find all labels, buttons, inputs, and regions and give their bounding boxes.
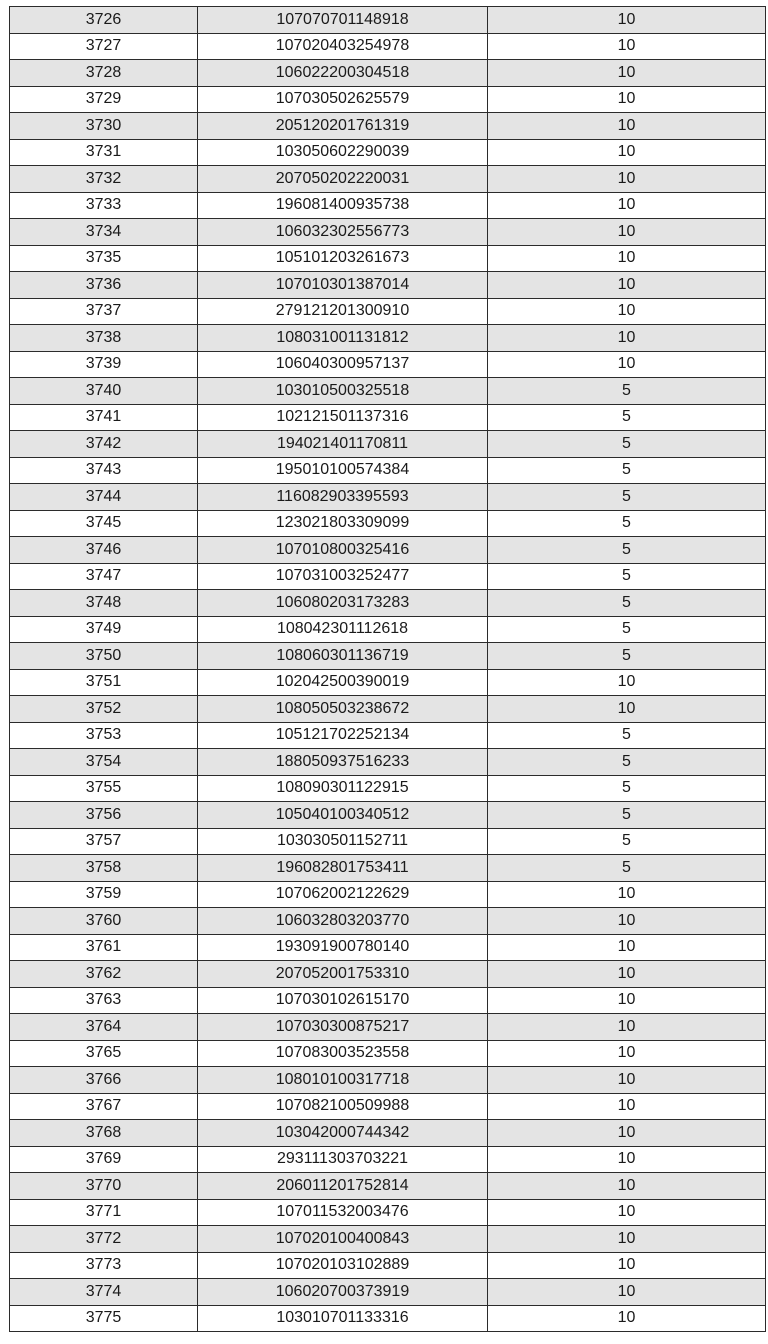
id-number-cell: 107030102615170	[198, 987, 488, 1014]
row-index-cell: 3735	[10, 245, 198, 272]
table-row	[10, 908, 766, 935]
table-row	[10, 378, 766, 405]
table-row	[10, 351, 766, 378]
score-cell: 10	[488, 1226, 766, 1253]
row-index-cell: 3742	[10, 431, 198, 458]
row-index-cell: 3758	[10, 855, 198, 882]
row-index-cell: 3730	[10, 113, 198, 140]
data-table	[9, 6, 766, 1332]
table-row	[10, 431, 766, 458]
table-row	[10, 934, 766, 961]
id-number-cell: 194021401170811	[198, 431, 488, 458]
id-number-cell: 106080203173283	[198, 590, 488, 617]
row-index-cell: 3726	[10, 7, 198, 34]
id-number-cell: 279121201300910	[198, 298, 488, 325]
row-index-cell: 3732	[10, 166, 198, 193]
score-cell: 5	[488, 749, 766, 776]
row-index-cell: 3764	[10, 1014, 198, 1041]
id-number-cell: 107020403254978	[198, 33, 488, 60]
score-cell: 5	[488, 722, 766, 749]
row-index-cell: 3767	[10, 1093, 198, 1120]
id-number-cell: 108060301136719	[198, 643, 488, 670]
id-number-cell: 107010800325416	[198, 537, 488, 564]
score-cell: 10	[488, 113, 766, 140]
table-row	[10, 961, 766, 988]
row-index-cell: 3757	[10, 828, 198, 855]
row-index-cell: 3745	[10, 510, 198, 537]
score-cell: 10	[488, 881, 766, 908]
score-cell: 10	[488, 298, 766, 325]
score-cell: 5	[488, 802, 766, 829]
row-index-cell: 3744	[10, 484, 198, 511]
score-cell: 5	[488, 378, 766, 405]
score-cell: 5	[488, 510, 766, 537]
row-index-cell: 3771	[10, 1199, 198, 1226]
row-index-cell: 3749	[10, 616, 198, 643]
id-number-cell: 107011532003476	[198, 1199, 488, 1226]
id-number-cell: 107062002122629	[198, 881, 488, 908]
id-number-cell: 107020100400843	[198, 1226, 488, 1253]
id-number-cell: 105121702252134	[198, 722, 488, 749]
table-row	[10, 1252, 766, 1279]
row-index-cell: 3741	[10, 404, 198, 431]
id-number-cell: 293111303703221	[198, 1146, 488, 1173]
table-row	[10, 484, 766, 511]
row-index-cell: 3760	[10, 908, 198, 935]
row-index-cell: 3734	[10, 219, 198, 246]
table-row	[10, 113, 766, 140]
table-row	[10, 245, 766, 272]
id-number-cell: 196082801753411	[198, 855, 488, 882]
id-number-cell: 116082903395593	[198, 484, 488, 511]
id-number-cell: 107070701148918	[198, 7, 488, 34]
table-row	[10, 722, 766, 749]
table-row	[10, 802, 766, 829]
table-row	[10, 166, 766, 193]
score-cell: 5	[488, 484, 766, 511]
score-cell: 10	[488, 245, 766, 272]
row-index-cell: 3737	[10, 298, 198, 325]
row-index-cell: 3765	[10, 1040, 198, 1067]
id-number-cell: 205120201761319	[198, 113, 488, 140]
id-number-cell: 107083003523558	[198, 1040, 488, 1067]
row-index-cell: 3759	[10, 881, 198, 908]
id-number-cell: 106040300957137	[198, 351, 488, 378]
id-number-cell: 102042500390019	[198, 669, 488, 696]
row-index-cell: 3740	[10, 378, 198, 405]
id-number-cell: 106032803203770	[198, 908, 488, 935]
table-row	[10, 86, 766, 113]
table-row	[10, 775, 766, 802]
row-index-cell: 3762	[10, 961, 198, 988]
row-index-cell: 3768	[10, 1120, 198, 1147]
row-index-cell: 3751	[10, 669, 198, 696]
row-index-cell: 3752	[10, 696, 198, 723]
table-row	[10, 219, 766, 246]
row-index-cell: 3739	[10, 351, 198, 378]
table-row	[10, 1305, 766, 1332]
table-row	[10, 616, 766, 643]
table-row	[10, 643, 766, 670]
score-cell: 10	[488, 219, 766, 246]
score-cell: 10	[488, 1146, 766, 1173]
score-cell: 10	[488, 1040, 766, 1067]
row-index-cell: 3772	[10, 1226, 198, 1253]
row-index-cell: 3773	[10, 1252, 198, 1279]
id-number-cell: 107010301387014	[198, 272, 488, 299]
table-row	[10, 669, 766, 696]
row-index-cell: 3748	[10, 590, 198, 617]
score-cell: 10	[488, 139, 766, 166]
score-cell: 10	[488, 696, 766, 723]
table-row	[10, 192, 766, 219]
table-row	[10, 60, 766, 87]
table-row	[10, 749, 766, 776]
score-cell: 10	[488, 7, 766, 34]
score-cell: 10	[488, 1120, 766, 1147]
table-row	[10, 537, 766, 564]
table-row	[10, 7, 766, 34]
row-index-cell: 3743	[10, 457, 198, 484]
row-index-cell: 3738	[10, 325, 198, 352]
score-cell: 5	[488, 563, 766, 590]
score-cell: 10	[488, 1305, 766, 1332]
row-index-cell: 3736	[10, 272, 198, 299]
table-row	[10, 1067, 766, 1094]
table-row	[10, 828, 766, 855]
table-row	[10, 1120, 766, 1147]
row-index-cell: 3770	[10, 1173, 198, 1200]
row-index-cell: 3754	[10, 749, 198, 776]
id-number-cell: 102121501137316	[198, 404, 488, 431]
score-cell: 10	[488, 987, 766, 1014]
id-number-cell: 207052001753310	[198, 961, 488, 988]
id-number-cell: 107031003252477	[198, 563, 488, 590]
id-number-cell: 206011201752814	[198, 1173, 488, 1200]
score-cell: 5	[488, 828, 766, 855]
table-row	[10, 1093, 766, 1120]
id-number-cell: 207050202220031	[198, 166, 488, 193]
row-index-cell: 3769	[10, 1146, 198, 1173]
table-row	[10, 1040, 766, 1067]
score-cell: 10	[488, 1014, 766, 1041]
score-cell: 10	[488, 60, 766, 87]
score-cell: 10	[488, 669, 766, 696]
score-cell: 10	[488, 1252, 766, 1279]
row-index-cell: 3756	[10, 802, 198, 829]
score-cell: 10	[488, 934, 766, 961]
score-cell: 10	[488, 33, 766, 60]
table-row	[10, 1014, 766, 1041]
score-cell: 10	[488, 272, 766, 299]
row-index-cell: 3761	[10, 934, 198, 961]
row-index-cell: 3729	[10, 86, 198, 113]
score-cell: 5	[488, 537, 766, 564]
row-index-cell: 3746	[10, 537, 198, 564]
table-row	[10, 298, 766, 325]
table-row	[10, 139, 766, 166]
id-number-cell: 108031001131812	[198, 325, 488, 352]
row-index-cell: 3753	[10, 722, 198, 749]
table-row	[10, 696, 766, 723]
score-cell: 5	[488, 404, 766, 431]
id-number-cell: 193091900780140	[198, 934, 488, 961]
score-cell: 10	[488, 325, 766, 352]
id-number-cell: 196081400935738	[198, 192, 488, 219]
score-cell: 10	[488, 351, 766, 378]
table-row	[10, 404, 766, 431]
id-number-cell: 107020103102889	[198, 1252, 488, 1279]
score-cell: 10	[488, 1093, 766, 1120]
row-index-cell: 3731	[10, 139, 198, 166]
id-number-cell: 106022200304518	[198, 60, 488, 87]
id-number-cell: 108050503238672	[198, 696, 488, 723]
id-number-cell: 195010100574384	[198, 457, 488, 484]
table-row	[10, 457, 766, 484]
row-index-cell: 3775	[10, 1305, 198, 1332]
id-number-cell: 106020700373919	[198, 1279, 488, 1306]
row-index-cell: 3774	[10, 1279, 198, 1306]
id-number-cell: 103030501152711	[198, 828, 488, 855]
score-cell: 10	[488, 86, 766, 113]
score-cell: 10	[488, 961, 766, 988]
id-number-cell: 107030300875217	[198, 1014, 488, 1041]
id-number-cell: 105101203261673	[198, 245, 488, 272]
id-number-cell: 107082100509988	[198, 1093, 488, 1120]
id-number-cell: 103042000744342	[198, 1120, 488, 1147]
table-row	[10, 325, 766, 352]
score-cell: 5	[488, 431, 766, 458]
score-cell: 10	[488, 166, 766, 193]
score-cell: 5	[488, 590, 766, 617]
id-number-cell: 123021803309099	[198, 510, 488, 537]
id-number-cell: 105040100340512	[198, 802, 488, 829]
table-row	[10, 987, 766, 1014]
score-cell: 10	[488, 908, 766, 935]
score-cell: 5	[488, 855, 766, 882]
table-row	[10, 1279, 766, 1306]
table-body	[10, 7, 766, 1332]
score-cell: 5	[488, 643, 766, 670]
table-row	[10, 33, 766, 60]
row-index-cell: 3733	[10, 192, 198, 219]
id-number-cell: 106032302556773	[198, 219, 488, 246]
table-row	[10, 272, 766, 299]
table-row	[10, 881, 766, 908]
score-cell: 5	[488, 616, 766, 643]
score-cell: 10	[488, 192, 766, 219]
id-number-cell: 108042301112618	[198, 616, 488, 643]
table-row	[10, 563, 766, 590]
id-number-cell: 103050602290039	[198, 139, 488, 166]
score-cell: 10	[488, 1279, 766, 1306]
table-row	[10, 855, 766, 882]
row-index-cell: 3750	[10, 643, 198, 670]
row-index-cell: 3763	[10, 987, 198, 1014]
table-row	[10, 510, 766, 537]
row-index-cell: 3766	[10, 1067, 198, 1094]
score-cell: 10	[488, 1199, 766, 1226]
id-number-cell: 108090301122915	[198, 775, 488, 802]
score-cell: 10	[488, 1173, 766, 1200]
id-number-cell: 103010701133316	[198, 1305, 488, 1332]
score-cell: 5	[488, 457, 766, 484]
id-number-cell: 103010500325518	[198, 378, 488, 405]
score-cell: 10	[488, 1067, 766, 1094]
table-row	[10, 1199, 766, 1226]
table-row	[10, 1226, 766, 1253]
table-row	[10, 1146, 766, 1173]
id-number-cell: 107030502625579	[198, 86, 488, 113]
id-number-cell: 108010100317718	[198, 1067, 488, 1094]
id-number-cell: 188050937516233	[198, 749, 488, 776]
row-index-cell: 3727	[10, 33, 198, 60]
row-index-cell: 3755	[10, 775, 198, 802]
row-index-cell: 3747	[10, 563, 198, 590]
table-row	[10, 590, 766, 617]
row-index-cell: 3728	[10, 60, 198, 87]
table-row	[10, 1173, 766, 1200]
score-cell: 5	[488, 775, 766, 802]
